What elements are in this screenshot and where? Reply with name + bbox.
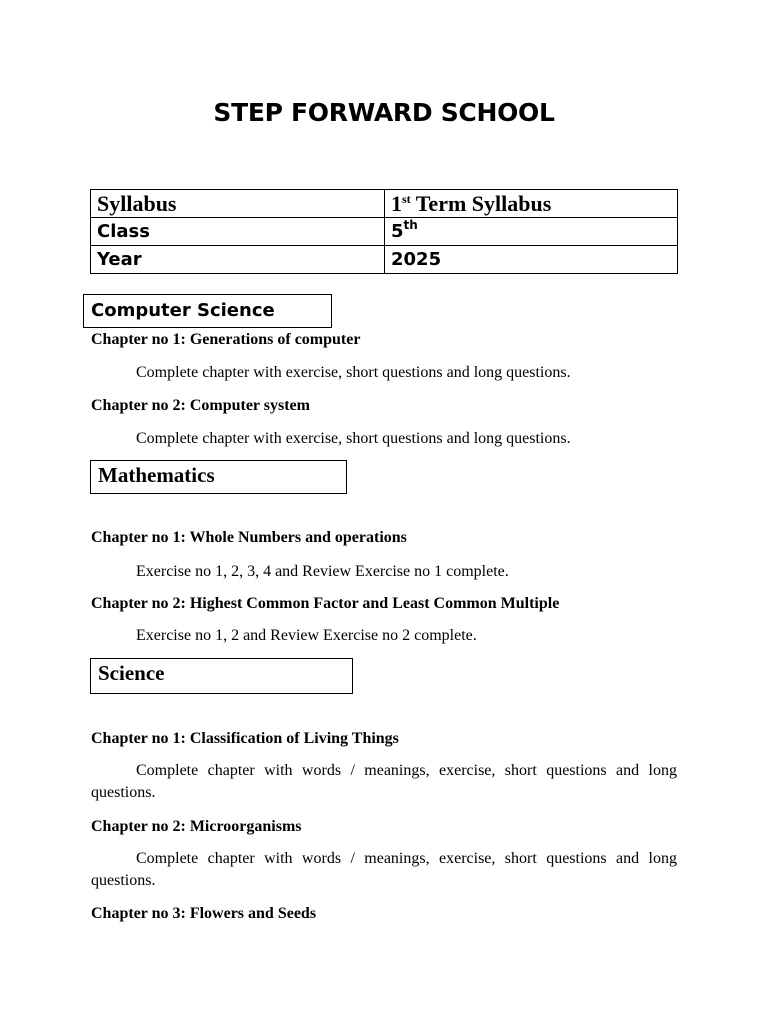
chapter-heading: Chapter no 1: Generations of computer: [91, 331, 361, 348]
class-value: 5th: [385, 218, 678, 246]
syllabus-value: 1st Term Syllabus: [385, 190, 678, 218]
chapter-description: Complete chapter with exercise, short questions and long questions.: [136, 430, 571, 447]
chapter-heading: Chapter no 2: Computer system: [91, 397, 310, 414]
chapter-heading: Chapter no 1: Classification of Living Things: [91, 730, 399, 747]
year-label: Year: [91, 246, 385, 274]
year-value: 2025: [385, 246, 678, 274]
table-row: [91, 190, 678, 218]
chapter-description: Complete chapter with words / meanings, exercise, short questions and long questions.: [91, 762, 677, 801]
chapter-heading: Chapter no 3: Flowers and Seeds: [91, 905, 317, 922]
chapter-heading: Chapter no 2: Highest Common Factor and Least Common Multiple: [91, 595, 560, 612]
syllabus-label: Syllabus: [91, 190, 385, 218]
chapter-description: Complete chapter with exercise, short questions and long questions.: [136, 364, 571, 381]
chapter-description: Exercise no 1, 2, 3, 4 and Review Exercise no 1 complete.: [136, 563, 509, 580]
subject-heading-mathematics: Mathematics: [90, 460, 347, 494]
chapter-description: Complete chapter with words / meanings, exercise, short questions and long questions.: [91, 850, 677, 889]
subject-heading-science: Science: [90, 658, 353, 694]
page-title: STEP FORWARD SCHOOL: [213, 98, 555, 127]
chapter-heading: Chapter no 1: Whole Numbers and operations: [91, 529, 407, 546]
subject-heading-computer-science: Computer Science: [83, 294, 332, 328]
table-row: [91, 218, 678, 246]
chapter-heading: Chapter no 2: Microorganisms: [91, 818, 302, 835]
chapter-description: Exercise no 1, 2 and Review Exercise no 2 complete.: [136, 627, 477, 644]
syllabus-info-table: [90, 189, 678, 274]
table-row: [91, 246, 678, 274]
class-label: Class: [91, 218, 385, 246]
